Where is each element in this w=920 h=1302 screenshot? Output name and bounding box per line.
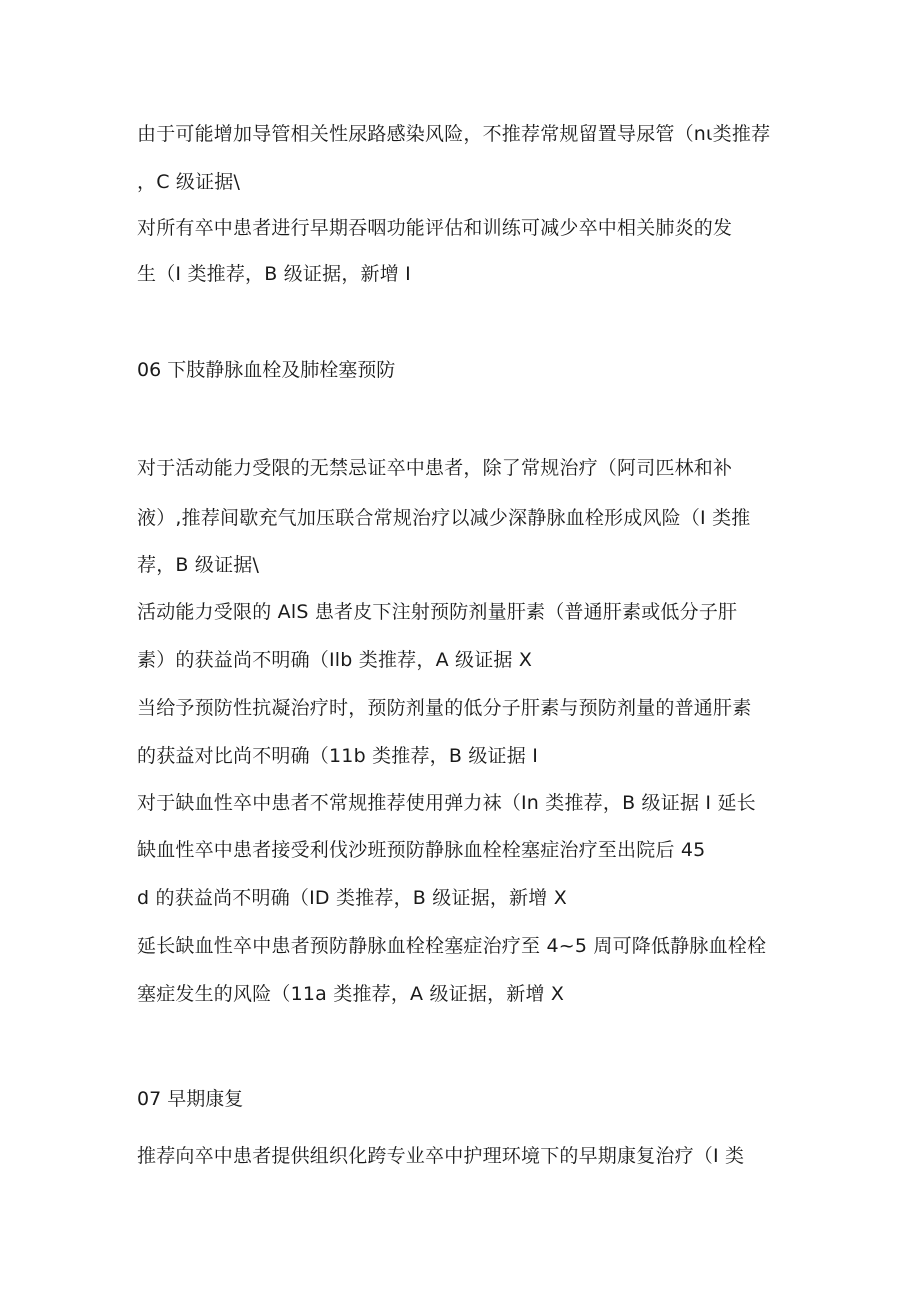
paragraph-line: d 的获益尚不明确（ID 类推荐，B 级证据，新增 X (137, 887, 567, 909)
paragraph-line: 活动能力受限的 AlS 患者皮下注射预防剂量肝素（普通肝素或低分子肝 (137, 601, 738, 623)
paragraph-line: 荐，B 级证据\ (137, 554, 260, 576)
paragraph-line: 对于活动能力受限的无禁忌证卒中患者，除了常规治疗（阿司匹林和补 (137, 457, 733, 479)
section-heading-07: 07 早期康复 (137, 1088, 244, 1110)
paragraph-line: 延长缺血性卒中患者预防静脉血栓栓塞症治疗至 4~5 周可降低静脉血栓栓 (137, 935, 767, 957)
paragraph-line: 推荐向卒中患者提供组织化跨专业卒中护理环境下的早期康复治疗（I 类 (137, 1145, 745, 1167)
paragraph-line: 对于缺血性卒中患者不常规推荐使用弹力袜（In 类推荐，B 级证据 I 延长 (137, 792, 756, 814)
paragraph-line: 塞症发生的风险（11a 类推荐，A 级证据，新增 X (137, 983, 565, 1005)
paragraph-line: 当给予预防性抗凝治疗时，预防剂量的低分子肝素与预防剂量的普通肝素 (137, 697, 752, 719)
paragraph-line: 生（I 类推荐，B 级证据，新增 I (137, 263, 411, 285)
paragraph-line: 液）,推荐间歇充气加压联合常规治疗以减少深静脉血栓形成风险（I 类推 (137, 507, 751, 529)
paragraph-line: 素）的获益尚不明确（Ilb 类推荐，A 级证据 X (137, 649, 533, 671)
paragraph-line: 的获益对比尚不明确（11b 类推荐，B 级证据 I (137, 745, 538, 767)
paragraph-line: 缺血性卒中患者接受利伐沙班预防静脉血栓栓塞症治疗至出院后 45 (137, 839, 706, 861)
paragraph-line: 由于可能增加导管相关性尿路感染风险，不推荐常规留置导尿管（nι类推荐 (137, 123, 771, 145)
paragraph-line: ，C 级证据\ (137, 171, 241, 193)
section-heading-06: 06 下肢静脉血栓及肺栓塞预防 (137, 359, 396, 381)
paragraph-line: 对所有卒中患者进行早期吞咽功能评估和训练可减少卒中相关肺炎的发 (137, 217, 733, 239)
